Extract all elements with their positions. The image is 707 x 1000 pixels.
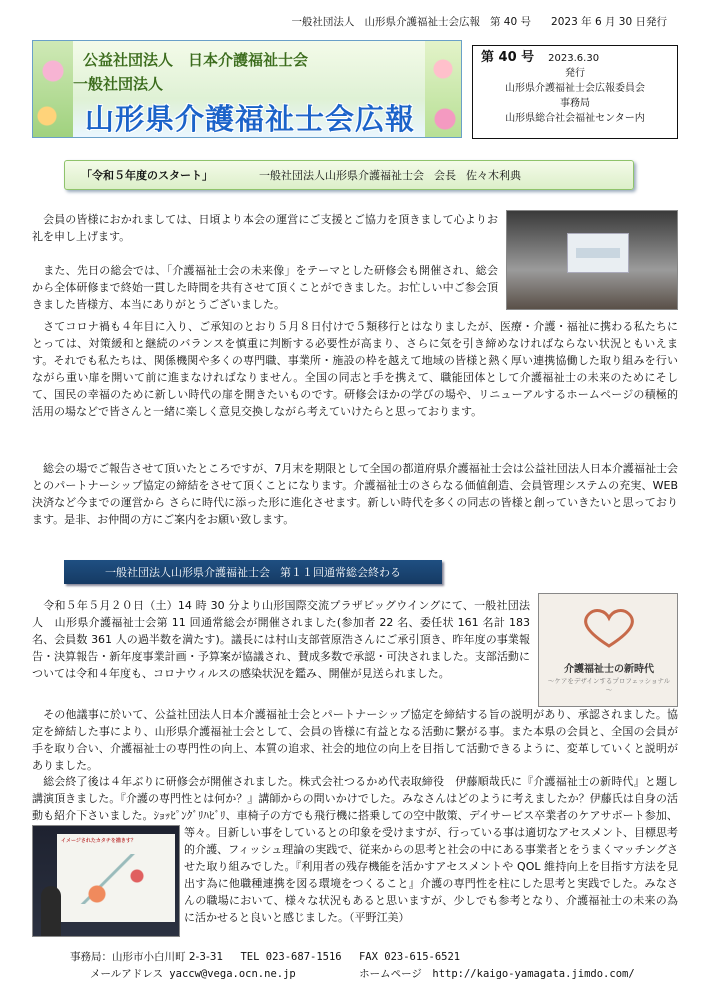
publication-name: 山形県介護福祉士会広報 (364, 16, 480, 28)
greeting-paragraph-2: また、先日の総会では、「介護福祉士会の未来像」をテーマとした研修会も開催され、総会から全体研修まで終始一貫した時間を共有させて頂くことができました。お忙しい中ご参会頂きました皆様方、本当にありがとうございました。 (32, 264, 498, 311)
meeting-photo (506, 210, 678, 310)
org-type: 一般社団法人 (291, 16, 355, 28)
masthead-title: 山形県介護福祉士会広報 (85, 102, 416, 136)
meeting-paragraph-3-text: 総会終了後は４年ぶりに研修会が開催されました。株式会社つるかめ代表取締役 伊藤順哉氏に『介護福祉士の新時代』と題し講演頂きました。『介護の専門性とは何か？』講師からの問いかけでした。みなさんはどのように考えましたか？伊藤氏は自身の活動も紹介下さいました。ｼｮｯﾋﾟﾝｸﾞﾘﾊﾋﾞﾘ、車椅子の方でも飛行機に搭乗しての空中散策、デイサービス卒業者のケアサポート参加、等々。目新しい事をしているとの印象を受けますが、行っている事は適切なアセスメント、目標思考的介護、フィッシュ理論の実践で、従来からの思考と社会の中にある事業者とをうまくマッチングさせた取り組みでした。『利用者の残存機能を活かすアセスメントや QOL 維持向上を目指す方法を見出す為に他職種連携を図る環境をつくること』介護の専門性を柱にした思考と実践でした。みなさんの職場において、様々な状況もあると思いますが、少しでも参考となり、介護福祉士の未来の為に活かせると良いと感じました。（平野江美） (32, 775, 678, 924)
issue-number: 第 40 号 (489, 16, 532, 28)
slide-subcaption: ～ケアをデザインするプロフェッショナル～ (547, 677, 671, 694)
secretariat-label: 事務局 (560, 98, 590, 109)
secretariat-location: 山形県総合社会福祉センター内 (505, 113, 645, 124)
slide-caption: 介護福祉士の新時代 (564, 664, 654, 675)
greeting-banner (64, 160, 634, 190)
footer-tel: TEL 023-687-1516 (240, 951, 342, 963)
flower-decoration-icon (33, 41, 73, 138)
issue-date: 2023 年 6 月 30 日発行 (551, 16, 667, 28)
footer-contact-line-2 (90, 966, 635, 981)
masthead-parent-org: 公益社団法人 日本介護福祉士会 (83, 51, 309, 69)
meeting-paragraph-1: 令和５年５月２０日（土）14 時 30 分より山形国際交流プラザビッグウイングにて、一般社団法人 山形県介護福祉士会第 11 回通常総会が開催されました(参加者 22 名、委任状 161 名計 183 名、会員数 361 人の過半数を満たす)。議長には村山支部菅原浩さんにご承引頂き、昨年度の事業報告・決算報告・新年度事業計画・予算案が協議され、賛成多数で承認・可決されました。支部活動については令和４年度も、コロナウィルスの感染状況を鑑み、開催が見送られました。 (32, 599, 530, 680)
footer-address: 事務局：山形市小白川町 2-3-31 (70, 951, 224, 963)
issue-info-box (472, 45, 678, 139)
issued-label: 発行 (565, 68, 585, 79)
meeting-paragraph-3 (32, 773, 678, 939)
greeting-title: 「令和５年度のスタート」 (81, 169, 213, 182)
issue-box-number: 第 40 号 (481, 50, 535, 65)
heart-hands-icon (577, 606, 641, 650)
meeting-paragraph-2: その他議事に於いて、公益社団法人日本介護福祉士会とパートナーシップ協定を締結する旨の説明があり、承認されました。協定を締結した事により、山形県介護福祉士会として、会員の皆様に有益となる活動に繋がる事。また本県の会員と、全国の会員が手を取り合い、介護福祉士の専門性の向上、本質の追求、社会的地位の向上を目指して活動できるように、変革していくと説明がありました。 (32, 708, 678, 772)
greeting-author-role: 会長 (434, 169, 456, 182)
meeting-banner-org: 一般社団法人山形県介護福祉士会 (105, 566, 270, 579)
greeting-paragraph-1: 会員の皆様におかれましては、日頃より本会の運営にご支援とご協力を頂きまして心よりお礼を申し上げます。 (32, 213, 498, 243)
footer-contact-line-1 (70, 949, 460, 964)
greeting-paragraph-4: 総会の場でご報告させて頂いたところですが、7月末を期限として全国の都道府県介護福祉士会は公益社団法人日本介護福祉士会とのパートナーシップ協定の締結をさせて頂くことになります。介護福祉士のさらなる価値創造、会員管理システムの充実、WEB 決済など今までの運営から さらに時代に添った形に進化させます。新しい時代を多くの同志の皆様と創っていきたいと思っております。是非、お仲間の方にご案内をお願い致します。 (32, 462, 678, 526)
greeting-author-org: 一般社団法人山形県介護福祉士会 (259, 169, 424, 182)
footer-email[interactable]: メールアドレス yaccw@vega.ocn.ne.jp (90, 968, 296, 980)
footer-homepage[interactable]: ホームページ http://kaigo-yamagata.jimdo.com/ (359, 968, 635, 980)
issue-box-date: 2023.6.30 (548, 53, 600, 64)
committee-name: 山形県介護福祉士会広報委員会 (505, 83, 645, 94)
publication-header (291, 14, 667, 29)
lecture-slide-photo (538, 593, 678, 707)
footer-fax: FAX 023-615-6521 (358, 951, 461, 963)
meeting-banner-title: 第１１回通常総会終わる (280, 566, 401, 579)
greeting-author-name: 佐々木利典 (466, 169, 521, 182)
masthead-org-type: 一般社団法人 (73, 75, 164, 93)
meeting-section-banner (64, 560, 442, 584)
masthead (32, 40, 462, 138)
greeting-paragraph-3: さてコロナ禍も４年目に入り、ご承知のとおり５月８日付けで５類移行とはなりましたが、医療・介護・福祉に携わる私たちにとっては、対策緩和と継続のバランスを慎重に判断する必要性が高まり、さらに気を引き締めなければならない状況ともいえます。それでも私たちは、関係機関や多くの専門職、事業所・施設の枠を越えて地域の皆様と熱く厚い連携協働した取り組みを行いながら重い扉を開いて前に進まなければなりません。全国の同志と手を携えて、職能団体として介護福祉士の未来のためにそして、国民の幸福のために新しい時代の扉を開きたいものです。研修会ほかの学びの場や、リニューアルするホームページの積極的活用の場などで皆さんと一緒に楽しく意見交換しながら考えていけたらと思っております。 (32, 320, 678, 418)
lecture-slide-title: イメージされたカタチを描きす？ (61, 838, 136, 844)
flower-decoration-icon (425, 41, 461, 138)
